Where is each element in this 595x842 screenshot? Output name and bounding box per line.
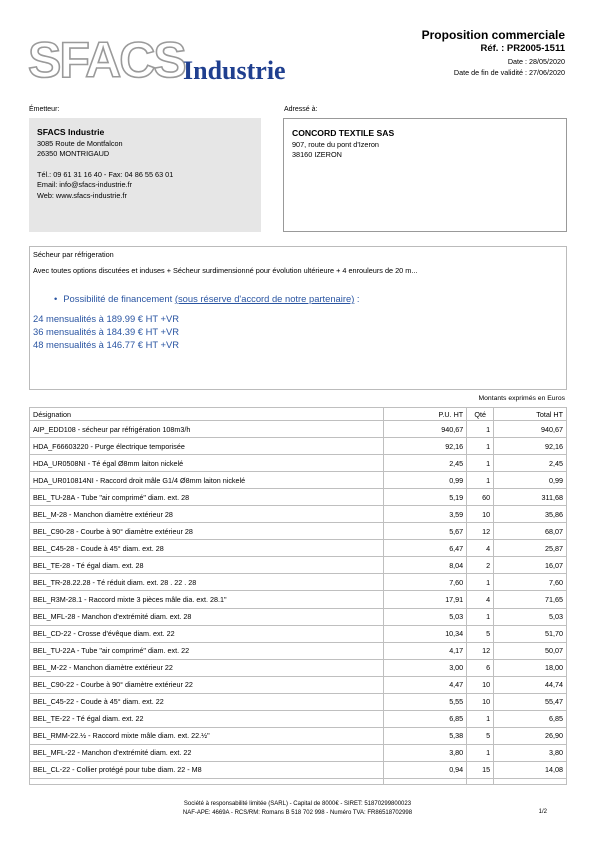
row-quantity: 1 xyxy=(467,455,494,472)
empty-cell xyxy=(384,778,467,784)
document-reference: Réf. : PR2005-1511 xyxy=(480,43,565,54)
table-row xyxy=(30,455,567,472)
monthly-option-36: 36 mensualités à 184.39 € HT +VR xyxy=(33,325,180,337)
header-designation: Désignation xyxy=(30,408,384,421)
emitter-name: SFACS Industrie xyxy=(37,127,105,137)
footer-line2: NAF-APE: 4669A - RCS/RM: Romans B 518 702 998 - Numéro TVA: FR86518702998 xyxy=(182,810,413,816)
row-total: 2,45 xyxy=(494,455,567,472)
row-unit-price: 4,47 xyxy=(384,676,467,693)
table-row xyxy=(30,523,567,540)
emitter-email: Email: info@sfacs-industrie.fr xyxy=(37,180,132,190)
row-unit-price: 92,16 xyxy=(384,438,467,455)
row-total: 6,85 xyxy=(494,710,567,727)
header-quantity: Qté xyxy=(467,408,494,421)
row-quantity: 60 xyxy=(467,489,494,506)
items-table xyxy=(29,407,567,785)
empty-cell xyxy=(30,778,384,784)
recipient-address-line2: 38160 IZERON xyxy=(292,150,342,160)
row-unit-price: 5,03 xyxy=(384,608,467,625)
row-unit-price: 0,94 xyxy=(384,761,467,778)
table-row xyxy=(30,557,567,574)
financing-partner-note: (sous réserve d'accord de notre partenaire) xyxy=(174,293,355,304)
table-row xyxy=(30,489,567,506)
bullet-icon: • xyxy=(54,293,58,304)
row-designation: BEL_TU-28A - Tube "air comprimé" diam. ext. 28 xyxy=(30,489,384,506)
row-unit-price: 3,80 xyxy=(384,744,467,761)
row-designation: BEL_TE-22 - Té égal diam. ext. 22 xyxy=(30,710,384,727)
row-quantity: 15 xyxy=(467,761,494,778)
row-unit-price: 2,45 xyxy=(384,455,467,472)
row-total: 18,00 xyxy=(494,659,567,676)
row-designation: BEL_TE-28 - Té égal diam. ext. 28 xyxy=(30,557,384,574)
financing-suffix: : xyxy=(354,293,360,304)
row-unit-price: 0,99 xyxy=(384,472,467,489)
emitter-box xyxy=(29,118,261,232)
table-row xyxy=(30,693,567,710)
row-total: 14,08 xyxy=(494,761,567,778)
logo-text: SFACS xyxy=(28,33,185,88)
row-designation: AIP_EDD108 - sécheur par réfrigération 108m3/h xyxy=(30,421,384,438)
row-designation: BEL_RMM-22.½ - Raccord mixte mâle diam. ext. 22.½" xyxy=(30,727,384,744)
row-quantity: 1 xyxy=(467,710,494,727)
row-unit-price: 3,59 xyxy=(384,506,467,523)
row-total: 68,07 xyxy=(494,523,567,540)
table-row xyxy=(30,710,567,727)
row-quantity: 10 xyxy=(467,693,494,710)
legal-footer xyxy=(0,800,595,818)
emitter-label: Émetteur: xyxy=(29,106,60,113)
row-total: 25,87 xyxy=(494,540,567,557)
row-designation: BEL_M-28 - Manchon diamètre extérieur 28 xyxy=(30,506,384,523)
document-date: Date : 28/05/2020 xyxy=(507,57,565,66)
row-total: 51,70 xyxy=(494,625,567,642)
table-row xyxy=(30,625,567,642)
row-designation: BEL_TR-28.22.28 - Té réduit diam. ext. 28 . 22 . 28 xyxy=(30,574,384,591)
table-row xyxy=(30,574,567,591)
row-total: 55,47 xyxy=(494,693,567,710)
row-designation: BEL_C45-28 - Coude à 45° diam. ext. 28 xyxy=(30,540,384,557)
header-total: Total HT xyxy=(494,408,567,421)
document-title: Proposition commerciale xyxy=(421,28,565,42)
table-row xyxy=(30,438,567,455)
row-designation: BEL_C45-22 - Coude à 45° diam. ext. 22 xyxy=(30,693,384,710)
table-header-row xyxy=(30,408,567,421)
row-unit-price: 5,67 xyxy=(384,523,467,540)
currency-note: Montants exprimés en Euros xyxy=(478,395,565,402)
row-quantity: 5 xyxy=(467,727,494,744)
row-total: 50,07 xyxy=(494,642,567,659)
row-total: 3,80 xyxy=(494,744,567,761)
table-row xyxy=(30,608,567,625)
row-designation: BEL_CD-22 - Crosse d'évêque diam. ext. 22 xyxy=(30,625,384,642)
row-quantity: 6 xyxy=(467,659,494,676)
row-unit-price: 940,67 xyxy=(384,421,467,438)
table-row xyxy=(30,540,567,557)
row-designation: HDA_F66603220 - Purge électrique temporisée xyxy=(30,438,384,455)
row-unit-price: 4,17 xyxy=(384,642,467,659)
row-designation: BEL_C90-28 - Courbe à 90° diamètre extérieur 28 xyxy=(30,523,384,540)
row-designation: HDA_UR010814NI - Raccord droit mâle G1/4 Ø8mm laiton nickelé xyxy=(30,472,384,489)
emitter-address-line2: 26350 MONTRIGAUD xyxy=(37,149,110,159)
row-designation: HDA_UR0508NI - Té égal Ø8mm laiton nickelé xyxy=(30,455,384,472)
table-row xyxy=(30,591,567,608)
table-row xyxy=(30,472,567,489)
row-total: 92,16 xyxy=(494,438,567,455)
row-unit-price: 5,19 xyxy=(384,489,467,506)
row-designation: BEL_MFL-22 - Manchon d'extrémité diam. ext. 22 xyxy=(30,744,384,761)
row-total: 5,03 xyxy=(494,608,567,625)
row-unit-price: 5,55 xyxy=(384,693,467,710)
table-row xyxy=(30,421,567,438)
recipient-name: CONCORD TEXTILE SAS xyxy=(292,128,395,138)
row-quantity: 1 xyxy=(467,472,494,489)
monthly-option-24: 24 mensualités à 189.99 € HT +VR xyxy=(33,313,180,324)
row-unit-price: 8,04 xyxy=(384,557,467,574)
row-unit-price: 7,60 xyxy=(384,574,467,591)
row-total: 16,07 xyxy=(494,557,567,574)
financing-line xyxy=(54,293,566,304)
table-row xyxy=(30,761,567,778)
recipient-address-line1: 907, route du pont d'Izeron xyxy=(292,139,379,149)
company-logo xyxy=(28,33,318,89)
table-row xyxy=(30,744,567,761)
row-quantity: 1 xyxy=(467,438,494,455)
row-unit-price: 6,85 xyxy=(384,710,467,727)
emitter-phone: Tél.: 09 61 31 16 40 - Fax: 04 86 55 63 01 xyxy=(37,169,174,179)
row-quantity: 1 xyxy=(467,608,494,625)
document-header xyxy=(422,28,565,77)
row-total: 71,65 xyxy=(494,591,567,608)
row-unit-price: 10,34 xyxy=(384,625,467,642)
logo-suffix: Industrie xyxy=(183,56,286,85)
row-total: 7,60 xyxy=(494,574,567,591)
row-designation: BEL_MFL-28 - Manchon d'extrémité diam. ext. 28 xyxy=(30,608,384,625)
row-designation: BEL_C90-22 - Courbe à 90° diamètre extérieur 22 xyxy=(30,676,384,693)
row-total: 0,99 xyxy=(494,472,567,489)
table-row xyxy=(30,642,567,659)
page-number: 1/2 xyxy=(538,809,547,815)
row-quantity: 4 xyxy=(467,591,494,608)
emitter-web: Web: www.sfacs-industrie.fr xyxy=(37,190,127,200)
row-quantity: 1 xyxy=(467,574,494,591)
recipient-label: Adressé à: xyxy=(284,106,318,113)
table-row-empty xyxy=(30,778,567,784)
row-quantity: 12 xyxy=(467,523,494,540)
table-row xyxy=(30,727,567,744)
row-total: 311,68 xyxy=(494,489,567,506)
row-designation: BEL_CL-22 - Collier protégé pour tube diam. 22 - M8 xyxy=(30,761,384,778)
row-designation: BEL_M-22 - Manchon diamètre extérieur 22 xyxy=(30,659,384,676)
header-unit-price: P.U. HT xyxy=(384,408,467,421)
monthly-options xyxy=(33,313,566,351)
table-row xyxy=(30,506,567,523)
table-row xyxy=(30,659,567,676)
description-box xyxy=(29,246,567,390)
emitter-address-line1: 3085 Route de Montfalcon xyxy=(37,138,123,148)
row-unit-price: 6,47 xyxy=(384,540,467,557)
row-quantity: 1 xyxy=(467,744,494,761)
row-quantity: 10 xyxy=(467,506,494,523)
row-unit-price: 3,00 xyxy=(384,659,467,676)
row-total: 26,90 xyxy=(494,727,567,744)
empty-cell xyxy=(494,778,567,784)
row-total: 940,67 xyxy=(494,421,567,438)
row-total: 44,74 xyxy=(494,676,567,693)
table-row xyxy=(30,676,567,693)
row-quantity: 5 xyxy=(467,625,494,642)
recipient-box xyxy=(283,118,567,232)
row-designation: BEL_TU-22A - Tube "air comprimé" diam. ext. 22 xyxy=(30,642,384,659)
row-quantity: 1 xyxy=(467,421,494,438)
row-quantity: 4 xyxy=(467,540,494,557)
row-quantity: 2 xyxy=(467,557,494,574)
description-title: Sécheur par réfrigeration xyxy=(33,250,114,259)
monthly-option-48: 48 mensualités à 146.77 € HT +VR xyxy=(33,338,180,350)
row-designation: BEL_R3M-28.1 - Raccord mixte 3 pièces mâle dia. ext. 28.1" xyxy=(30,591,384,608)
row-quantity: 10 xyxy=(467,676,494,693)
footer-line1: Société à responsabilité limitée (SARL) - Capital de 8000€ - SIRET: 51870299800023 xyxy=(183,801,412,807)
validity-date: Date de fin de validité : 27/06/2020 xyxy=(453,68,565,77)
row-unit-price: 17,91 xyxy=(384,591,467,608)
description-detail: Avec toutes options discutées et induses + Sécheur surdimensionné pour évolution ultérieure + 4 enrouleurs de 20 m... xyxy=(33,266,418,275)
empty-cell xyxy=(467,778,494,784)
row-quantity: 12 xyxy=(467,642,494,659)
row-unit-price: 5,38 xyxy=(384,727,467,744)
row-total: 35,86 xyxy=(494,506,567,523)
financing-prefix: Possibilité de financement xyxy=(63,293,173,304)
